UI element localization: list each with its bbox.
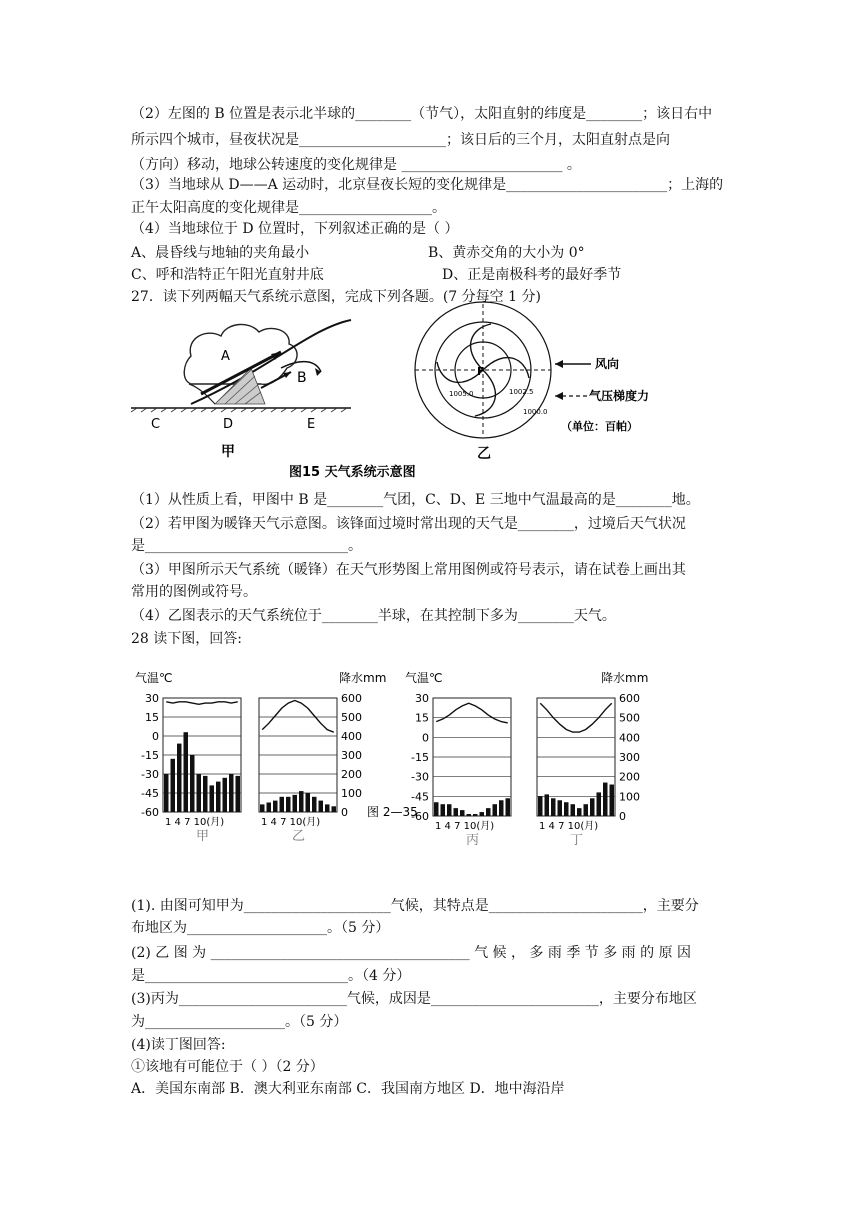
precip-tick: 0 [341,806,348,819]
precip-bar [454,808,459,816]
climate-charts-figure [131,666,669,848]
weather-system-figure [131,308,669,484]
isobar-1002: 1002.5 [509,388,534,396]
temp-tick: 15 [145,711,159,724]
precip-tick: 300 [341,749,362,762]
precip-bar [551,798,556,816]
label-c: C [151,417,161,432]
temp-tick: 0 [152,730,159,743]
precip-tick: 600 [619,692,640,705]
precip-bar [480,812,485,816]
precip-bar [312,797,317,812]
month-ticks: 1 4 7 10(月) [165,817,225,828]
temp-tick: -45 [141,787,159,800]
panel-name: 丙 [466,833,480,848]
precip-tick: 500 [341,711,362,724]
precip-bar [332,806,337,812]
precip-bar [473,814,478,816]
precip-bar [184,732,189,812]
precip-tick: 0 [619,810,626,823]
temp-tick: -30 [411,770,429,784]
temp-tick: 15 [415,711,429,725]
label-a: A [221,349,230,364]
isobar-1000: 1000.0 [523,408,548,416]
q27-sub1: （1）从性质上看，甲图中 B 是________气团，C、D、E 三地中气温最高的是________地。 [131,492,700,508]
precip-tick: 600 [341,692,362,705]
q27-sub4: （4）乙图表示的天气系统位于________半球，在其控制下多为________天气。 [131,608,616,624]
temp-tick: 0 [422,731,429,745]
legend-pgf: 气压梯度力 [589,389,650,403]
precip-bar [441,804,446,816]
q26-line6: （4）当地球位于 D 位置时，下列叙述正确的是（ ） [131,221,459,237]
precip-bar [203,776,208,812]
temp-tick: -15 [141,749,159,762]
precip-label-1: 降水mm [339,671,387,685]
figure-caption: 图15 天气系统示意图 [289,465,416,480]
precip-bar [171,759,176,812]
q28-p1b: 布地区为____________________。（5 分） [131,920,390,936]
precip-bar [584,804,589,816]
precip-bar [164,774,169,812]
temp-tick: 30 [415,692,429,705]
precip-bar [564,802,569,816]
isobar-1005: 1005.0 [449,390,474,398]
q26-option-b: B、黄赤交角的大小为 0° [428,245,585,261]
precip-bar [260,804,265,812]
precip-tick: 100 [619,790,640,804]
q28-p4-options: A．美国东南部 B．澳大利亚东南部 C．我国南方地区 D．地中海沿岸 [131,1081,565,1097]
label-e: E [307,417,316,432]
precip-bar [223,778,228,812]
precip-tick: 200 [619,770,640,784]
month-ticks: 1 4 7 10(月) [261,817,321,828]
precip-bar [210,785,215,812]
precip-bar [460,810,465,816]
precip-bar [597,792,602,816]
q26-option-c: C、呼和浩特正午阳光直射井底 [131,267,324,283]
q27-sub2b: 是_____________________________。 [131,538,362,554]
temp-tick: -45 [411,790,429,804]
month-ticks: 1 4 7 10(月) [435,821,495,832]
precip-bar [190,755,195,812]
temp-tick: 30 [145,692,159,705]
precip-bar [506,798,511,816]
panel-name: 甲 [196,829,210,844]
precip-tick: 200 [341,768,362,781]
q27-sub3a: （3）甲图所示天气系统（暖锋）在天气形势图上常用图例或符号表示，请在试卷上画出其 [131,562,686,578]
q26-line3: （方向）移动，地球公转速度的变化规律是 _______________________ 。 [131,157,581,173]
precip-bar [467,814,472,816]
q28-p2b: 是_____________________________。（4 分） [131,968,411,984]
label-b: B [297,370,307,386]
q26-line5: 正午太阳高度的变化规律是___________________。 [131,200,446,216]
precip-tick: 300 [619,751,640,764]
precip-bar [177,744,182,812]
q27-title: 27．读下列两幅天气系统示意图，完成下列各题。(7 分每空 1 分) [131,289,541,305]
precip-bar [236,776,241,812]
temp-tick: -60 [141,806,159,819]
panel-name: 乙 [292,829,306,844]
panel-name: 丁 [570,833,584,848]
precip-bar [280,797,285,812]
precip-bar [558,800,563,816]
precip-bar [325,804,330,812]
temp-tick: -30 [141,768,159,781]
legend-wind: 风向 [595,357,620,371]
precip-bar [486,808,491,816]
temp-label-1: 气温℃ [135,671,173,685]
precip-bar [447,804,452,816]
temp-tick: -60 [411,810,429,823]
precip-bar [216,782,221,812]
label-f: F [477,365,485,378]
q26-line4: （3）当地球从 D——A 运动时，北京昼夜长短的变化规律是_______________________；上海的 [131,177,724,193]
precip-bar [577,808,582,816]
q26-option-d: D、正是南极科考的最好季节 [442,267,622,283]
precip-bar [571,804,576,816]
precip-bar [286,797,291,812]
q28-p4a: ①该地有可能位于（ ）（2 分） [131,1059,324,1075]
label-yi: 乙 [477,446,491,462]
q28-p3b: 为____________________。（5 分） [131,1014,348,1030]
precip-bar [538,796,543,816]
precip-label-2: 降水mm [601,671,649,685]
precip-bar [434,802,439,816]
q27-sub3b: 常用的图例或符号。 [131,584,257,600]
month-ticks: 1 4 7 10(月) [539,821,599,832]
precip-bar [306,793,311,812]
precip-tick: 100 [341,787,362,800]
q27-sub2a: （2）若甲图为暖锋天气示意图。该锋面过境时常出现的天气是________，过境后天气状况 [131,516,686,532]
q26-line2: 所示四个城市，昼夜状况是_____________________；该日后的三个月，太阳直射点是向 [131,132,670,148]
legend-unit: （单位：百帕） [561,420,638,433]
temp-tick: -15 [411,751,429,764]
precip-bar [273,801,278,812]
precip-bar [293,795,298,812]
label-jia: 甲 [221,444,235,460]
q28-p3a: (3)丙为________________________气候，成因是________________________，主要分布地区 [131,991,697,1007]
label-d: D [223,417,234,432]
q28-p2a: (2) 乙 图 为 _____________________________________ 气 候 ， 多 雨 季 节 多 雨 的 原 因 [131,945,692,961]
precip-tick: 400 [341,730,362,743]
precip-bar [493,804,498,816]
precip-bar [610,785,615,816]
q26-option-a: A、晨昏线与地轴的夹角最小 [131,245,310,261]
temp-label-2: 气温℃ [405,671,443,685]
precip-tick: 500 [619,711,640,725]
q26-line1: （2）左图的 B 位置是表示北半球的________（节气），太阳直射的纬度是________；该日右中 [131,106,713,122]
q28-p1a: (1). 由图可知甲为_____________________气候，其特点是______________________，主要分 [131,898,699,914]
precip-bar [499,800,504,816]
precip-bar [229,774,234,812]
precip-bar [590,798,595,816]
precip-bar [545,794,550,816]
precip-bar [197,774,202,812]
precip-tick: 400 [619,731,640,745]
climate-caption: 图 2—35 [367,805,418,819]
q28-p4: (4)读丁图回答: [131,1037,226,1053]
precip-bar [267,803,272,813]
precip-bar [319,801,324,812]
q28-title: 28 读下图，回答: [131,631,242,647]
precip-bar [603,783,608,816]
precip-bar [299,791,304,812]
